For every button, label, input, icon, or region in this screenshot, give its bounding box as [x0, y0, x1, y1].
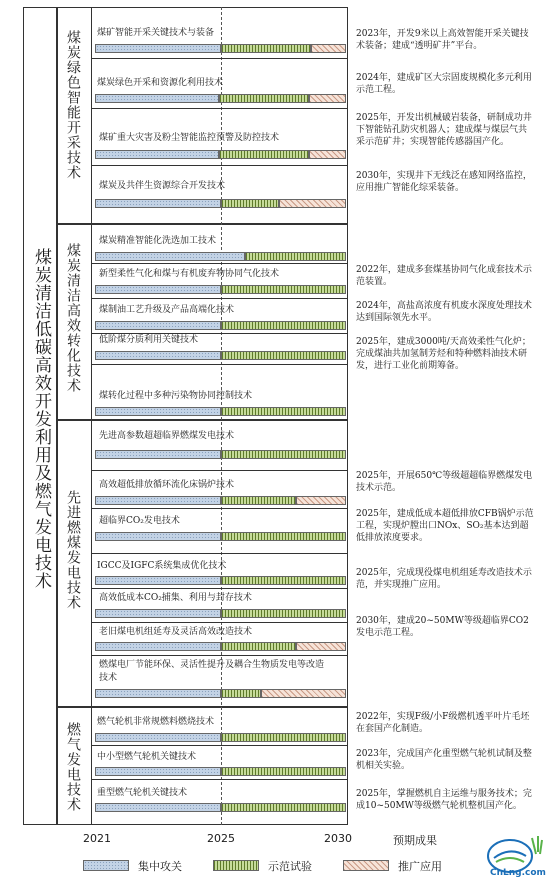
outcome-text: 2025年，掌握燃机自主运维与服务技术；完成10~50MW等级燃气轮机整机国产化。	[356, 789, 532, 811]
outcome-text: 2030年，建成20~50MW等级超临界CO2发电示范工程。	[356, 616, 529, 638]
outcome-text: 2023年，开发9米以上高效智能开采关键技术装备；建成“透明矿井”平台。	[356, 29, 529, 51]
bar-demonstration	[221, 532, 346, 541]
task-label: 煤炭绿色开采和资源化利用技术	[97, 78, 224, 88]
bar-focused-research	[95, 285, 221, 294]
legend-label-promotion: 推广应用	[398, 860, 442, 873]
outcome-text: 2024年，高盐高浓度有机废水深度处理技术达到国际领先水平。	[356, 301, 532, 323]
bar-focused-research	[95, 94, 219, 103]
bar-demonstration	[221, 407, 346, 416]
legend-swatch-promotion	[343, 860, 389, 871]
bar-focused-research	[95, 44, 221, 53]
bar-demonstration	[221, 496, 296, 505]
bar-focused-research	[95, 407, 221, 416]
bar-demonstration	[221, 767, 346, 776]
main-title: 煤炭清洁低碳高效开发利用及燃气发电技术	[31, 248, 51, 590]
task-label: 中小型燃气轮机关键技术	[97, 752, 197, 762]
bar-focused-research	[95, 733, 221, 742]
task-label: 低阶煤分质利用关键技术	[99, 335, 199, 345]
bar-demonstration	[221, 576, 346, 585]
task-label: 煤制油工艺升级及产品高端化技术	[99, 305, 235, 315]
legend-label-focused-research: 集中攻关	[138, 860, 182, 873]
bar-focused-research	[95, 803, 221, 812]
outcome-text: 2023年，完成国产化重型燃气轮机试制及整机相关实验。	[356, 749, 532, 771]
bar-focused-research	[95, 150, 219, 159]
bar-demonstration	[221, 199, 279, 208]
task-label: IGCC及IGFC系统集成优化技术	[97, 561, 227, 571]
task-label: 煤矿智能开采关键技术与装备	[97, 28, 215, 38]
bar-promotion	[296, 642, 346, 651]
bar-demonstration	[219, 94, 309, 103]
bar-focused-research	[95, 321, 221, 330]
bar-demonstration	[221, 642, 296, 651]
bar-demonstration	[221, 285, 346, 294]
task-label: 燃煤电厂节能环保、灵活性提升及耦合生物质发电等改造技术	[99, 660, 325, 683]
axis-year-mid: 2025	[207, 832, 235, 845]
bar-focused-research	[95, 576, 221, 585]
task-label: 煤转化过程中多种污染物协同控制技术	[99, 391, 253, 401]
bar-focused-research	[95, 689, 221, 698]
task-label: 煤炭及共伴生资源综合开发技术	[99, 181, 226, 191]
year-2025-line	[221, 7, 222, 825]
outcomes-header: 预期成果	[393, 834, 437, 847]
task-label: 新型柔性气化和煤与有机废弃物协同气化技术	[99, 269, 280, 279]
section-title-4: 燃气发电技术	[65, 722, 81, 812]
outcome-text: 2025年，建成3000吨/天高效柔性气化炉；完成煤油共加氢制芳烃和特种燃料油技术研发，进行工业化前期筹备。	[356, 337, 531, 371]
bar-focused-research	[95, 609, 221, 618]
bar-focused-research	[95, 767, 221, 776]
section-title-3: 先进燃煤发电技术	[65, 490, 81, 610]
outcome-text: 2024年，建成矿区大宗固废规模化多元利用示范工程。	[356, 73, 532, 95]
bar-focused-research	[95, 496, 221, 505]
bar-demonstration	[221, 450, 346, 459]
logo-text: CnLng.com	[490, 868, 546, 878]
outcome-text: 2025年，开展650℃等级超超临界燃煤发电技术示范。	[356, 471, 533, 493]
task-label: 超临界CO₂发电技术	[99, 516, 180, 526]
bar-focused-research	[95, 642, 221, 651]
bar-promotion	[279, 199, 346, 208]
cnlng-logo	[480, 832, 550, 882]
legend-label-demonstration: 示范试验	[268, 860, 312, 873]
legend-swatch-focused-research	[83, 860, 129, 871]
task-label: 燃气轮机非常规燃料燃烧技术	[97, 717, 215, 727]
bar-demonstration	[245, 252, 346, 261]
legend-swatch-demonstration	[213, 860, 259, 871]
bar-focused-research	[95, 532, 221, 541]
bar-promotion	[261, 689, 346, 698]
task-label: 高效低成本CO₂捕集、利用与封存技术	[99, 593, 252, 603]
section-title-1: 煤炭绿色智能开采技术	[65, 30, 81, 180]
axis-year-start: 2021	[83, 832, 111, 845]
task-label: 重型燃气轮机关键技术	[97, 788, 188, 798]
bar-promotion	[296, 496, 346, 505]
bar-demonstration	[221, 321, 346, 330]
bar-demonstration	[221, 689, 261, 698]
bar-focused-research	[95, 199, 221, 208]
bar-demonstration	[221, 44, 311, 53]
bar-promotion	[309, 94, 346, 103]
bar-demonstration	[219, 150, 309, 159]
task-label: 煤炭精准智能化洗选加工技术	[99, 236, 217, 246]
bar-promotion	[309, 150, 346, 159]
bar-focused-research	[95, 351, 221, 360]
bar-demonstration	[221, 351, 346, 360]
task-label: 老旧煤电机组延寿及灵活高效改造技术	[99, 627, 253, 637]
bar-demonstration	[221, 609, 346, 618]
axis-year-end: 2030	[324, 832, 352, 845]
category-divider	[91, 7, 92, 825]
task-label: 煤矿重大灾害及粉尘智能监控预警及防控技术	[99, 133, 280, 143]
bar-focused-research	[95, 450, 221, 459]
outcome-text: 2022年，实现F级/小F级燃机透平叶片毛坯在套国产化制造。	[356, 712, 530, 734]
bar-demonstration	[221, 803, 346, 812]
bar-focused-research	[95, 252, 245, 261]
outcome-text: 2030年，实现井下无线泛在感知网络监控，应用推广智能化综采装备。	[356, 171, 532, 193]
task-label: 高效超低排放循环流化床锅炉技术	[99, 480, 235, 490]
task-label: 先进高参数超超临界燃煤发电技术	[99, 431, 235, 441]
outcome-text: 2025年，开发出机械破岩装备，研制成功井下智能钻孔防灾机器人；建成煤与煤层气共采示范矿井；实现智能传感器国产化。	[356, 113, 532, 147]
bar-promotion	[311, 44, 346, 53]
bar-demonstration	[221, 733, 346, 742]
outcome-text: 2025年，建成低成本超低排放CFB锅炉示范工程，实现炉膛出口NOx、SO₂基本达到超低排放浓度要求。	[356, 509, 534, 543]
section-title-2: 煤炭清洁高效转化技术	[65, 243, 81, 393]
outcome-text: 2025年，完成现役煤电机组延寿改造技术示范，并实现推广应用。	[356, 568, 532, 590]
outcome-text: 2022年，建成多套煤基协同气化成套技术示范装置。	[356, 265, 532, 287]
